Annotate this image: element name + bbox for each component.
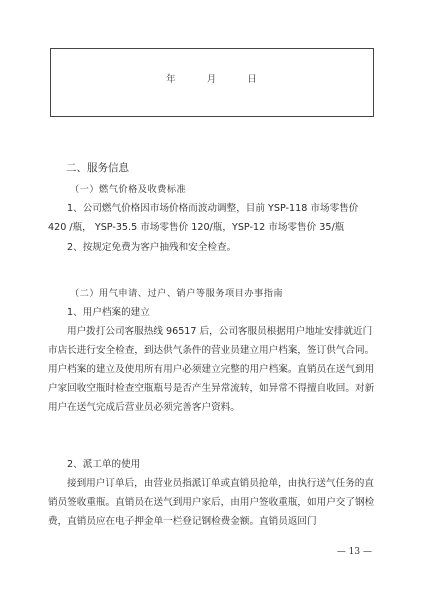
- price-item-2: 2、按规定免费为客户抽残和安全检查。: [67, 242, 237, 253]
- date-line: [51, 71, 373, 85]
- date-box: [50, 48, 374, 117]
- subsection-title-guide: （二）用气申请、过户、销户等服务项目办事指南: [70, 288, 284, 299]
- section-title: 二、服务信息: [66, 162, 129, 174]
- guide-item-1-text: 用户拨打公司客服热线 96517 后，公司客服员根据用户地址安排就近门市店长进行安全检查，到达供气条件的营业员建立用户档案，签订供气合同。用户档案的建立及使用所有用户必须建立完整的用户档案。直销员在送气到用户家回收空瓶时检查空瓶瓶号是否产生异常流转，如异常不得擅自收回。对新用户在送气完成后营业员必须完善客户资料。: [48, 326, 375, 413]
- month-label: 月: [206, 74, 218, 85]
- price-item-1: 1、公司燃气价格因市场价格而波动调整，目前 YSP-118 市场零售价 420 /瓶， YSP-35.5 市场零售价 120/瓶，YSP-12 市场零售价 35/瓶: [48, 203, 359, 233]
- guide-item-2-text: 接到用户订单后，由营业员指派订单或直销员抢单，由执行送气任务的直销员签收重瓶。直销员在送气到用户家后，由用户签收重瓶，如用户交了钢检费，直销员应在电子押金单一栏登记钢检费金额。直销员返回门: [48, 478, 375, 527]
- subsection-title-price: （一）燃气价格及收费标准: [70, 184, 187, 195]
- year-label: 年: [166, 74, 177, 85]
- page-number: — 13 —: [336, 547, 372, 557]
- day-label: 日: [247, 74, 258, 85]
- guide-item-2-title: 2、派工单的使用: [67, 459, 141, 470]
- guide-item-1-title: 1、用户档案的建立: [67, 307, 150, 318]
